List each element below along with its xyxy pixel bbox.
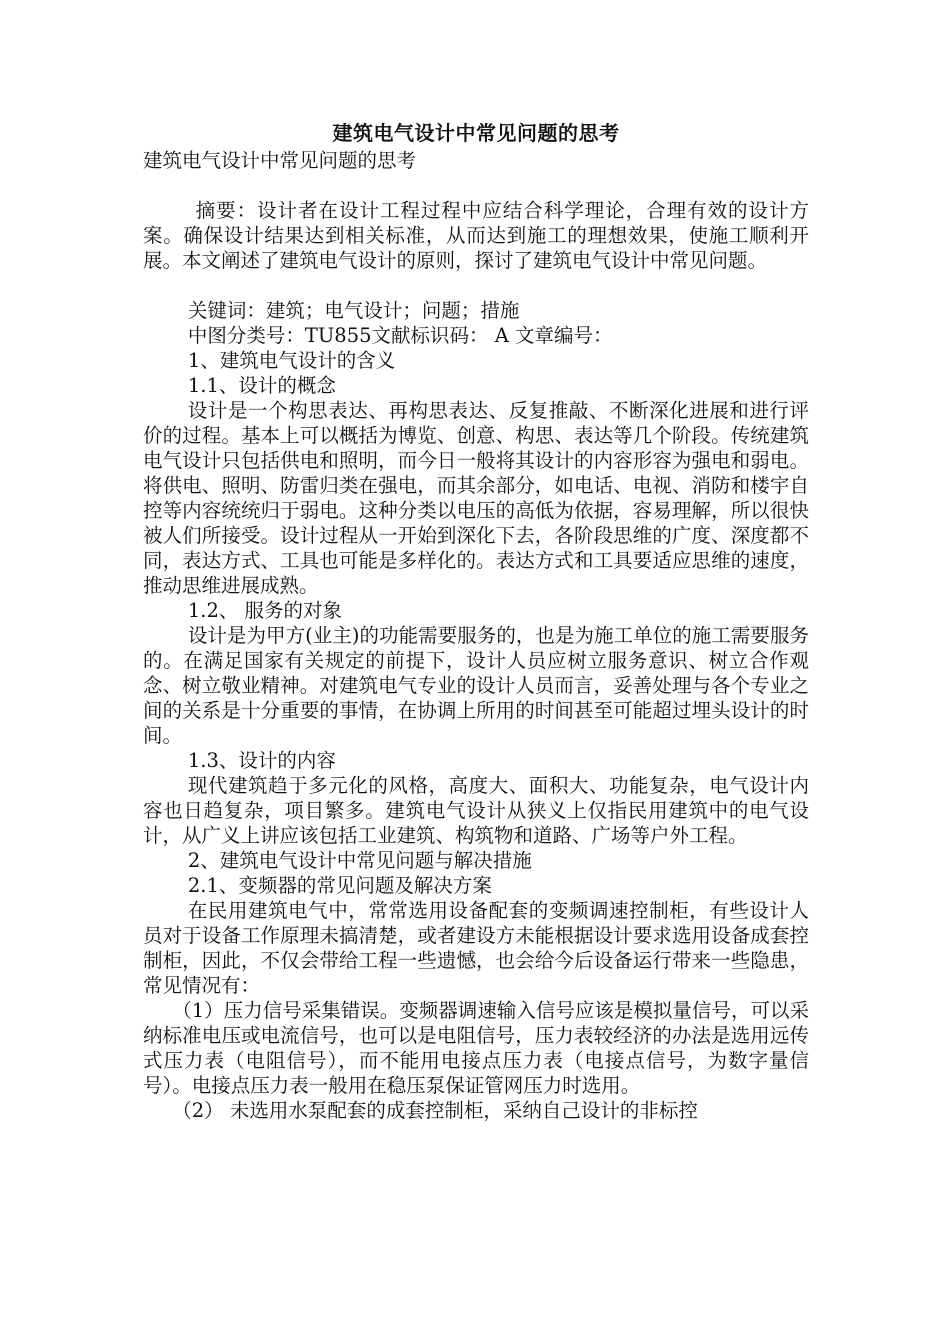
list-item: （1）压力信号采集错误。变频器调速输入信号应该是模拟量信号，可以采纳标准电压或电流信号，也可以是电阻信号，压力表较经济的办法是选用远传式压力表（电阻信号），而不能用电接点压力表（电接点信号，为数字量信号）。电接点压力表一般用在稳压泵保证管网压力时选用。 [143,999,809,1097]
document-page [143,118,809,1123]
body-paragraph: 现代建筑趋于多元化的风格，高度大、面积大、功能复杂，电气设计内容也日趋复杂，项目繁多。建筑电气设计从狭义上仅指民用建筑中的电气设计，从广义上讲应该包括工业建筑、构筑物和道路、广场等户外工程。 [143,774,809,847]
section-heading: 1.1、设计的概念 [187,374,336,397]
document-subtitle: 建筑电气设计中常见问题的思考 [143,149,417,172]
body-paragraph: 在民用建筑电气中，常常选用设备配套的变频调速控制柜，有些设计人员对于设备工作原理未搞清楚，或者建设方未能根据设计要求选用设备成套控制柜，因此，不仅会带给工程一些遗憾，也会给今后设备运行带来一些隐患，常见情况有： [143,899,809,997]
keywords-line: 关键词：建筑；电气设计；问题；措施 [187,299,520,322]
section-heading: 2.1、变频器的常见问题及解决方案 [187,874,492,897]
document-body [143,348,809,1123]
section-heading: 2、建筑电气设计中常见问题与解决措施 [187,849,532,872]
section-heading: 1.2、 服务的对象 [187,599,343,622]
list-item: （2） 未选用水泵配套的成套控制柜，采纳自己设计的非标控 [172,1099,698,1122]
document-title: 建筑电气设计中常见问题的思考 [332,121,620,145]
section-heading: 1.3、设计的内容 [187,749,336,772]
blank-line [143,273,809,298]
abstract-paragraph: 摘要：设计者在设计工程过程中应结合科学理论，合理有效的设计方案。确保设计结果达到相关标准，从而达到施工的理想效果，使施工顺利开展。本文阐述了建筑电气设计的原则，探讨了建筑电气设计中常见问题。 [143,199,809,272]
body-paragraph: 设计是为甲方(业主)的功能需要服务的，也是为施工单位的施工需要服务的。在满足国家有关规定的前提下，设计人员应树立服务意识、树立合作观念、树立敬业精神。对建筑电气专业的设计人员而言，妥善处理与各个专业之间的关系是十分重要的事情，在协调上所用的时间甚至可能超过埋头设计的时间。 [143,624,809,747]
section-heading: 1、建筑电气设计的含义 [187,349,396,372]
classification-line: 中图分类号：TU855文献标识码： A 文章编号： [187,324,613,347]
body-paragraph: 设计是一个构思表达、再构思表达、反复推敲、不断深化进展和进行评价的过程。基本上可以概括为博览、创意、构思、表达等几个阶段。传统建筑电气设计只包括供电和照明，而今日一般将其设计的内容形容为强电和弱电。将供电、照明、防雷归类在强电，而其余部分，如电话、电视、消防和楼宇自控等内容统统归于弱电。这种分类以电压的高低为依据，容易理解，所以很快被人们所接受。设计过程从一开始到深化下去，各阶段思维的广度、深度都不同，表达方式、工具也可能是多样化的。表达方式和工具要适应思维的速度，推动思维进展成熟。 [143,399,809,597]
blank-line [143,173,809,198]
